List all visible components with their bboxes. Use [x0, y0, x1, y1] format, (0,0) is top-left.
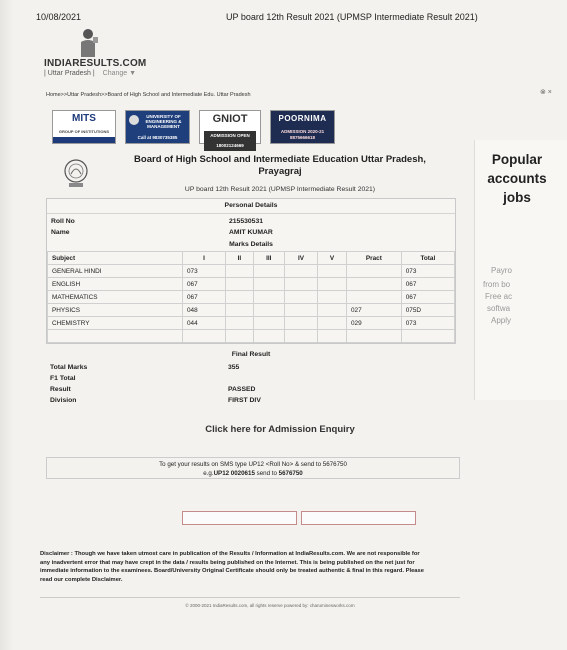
table-row: [48, 330, 455, 343]
sms-example-mid: send to: [254, 470, 279, 477]
total-cell: 067: [401, 291, 454, 304]
banner-poornima[interactable]: [270, 110, 335, 144]
subject-cell: PHYSICS: [48, 304, 183, 317]
total-cell: 073: [401, 265, 454, 278]
col-iv: IV: [284, 252, 317, 265]
mark-cell: [253, 265, 284, 278]
board-title-line-1: Board of High School and Intermediate Education Uttar Pradesh,: [134, 154, 426, 165]
uem-seal-icon: [129, 115, 139, 125]
marks-table: [47, 251, 455, 343]
mark-cell: [284, 265, 317, 278]
name-row: [47, 227, 455, 238]
input-box-left[interactable]: [182, 511, 297, 525]
ad-close-icon[interactable]: ⊗ ×: [540, 89, 552, 96]
mark-cell: [346, 265, 401, 278]
banner-gniot-title: GNIOT: [212, 113, 248, 125]
final-result-heading: Final Result: [231, 351, 271, 358]
banner-mits-sub: GROUP OF INSTITUTIONS: [58, 129, 110, 134]
mark-cell: [253, 291, 284, 304]
mark-cell: [317, 304, 346, 317]
footer-copyright: © 2000-2021 IndiaResults.com, all rights reserve powered by: charuminesworks.com: [185, 603, 355, 608]
ad-line-1: Payro: [491, 266, 512, 275]
ad-line-5: Apply: [491, 316, 512, 325]
mark-cell: [346, 291, 401, 304]
print-date: 10/08/2021: [36, 12, 82, 22]
region-selector: [44, 70, 136, 77]
mark-cell: [284, 330, 317, 343]
table-row: [48, 291, 455, 304]
result-label: Result: [50, 386, 71, 393]
mark-cell: [253, 278, 284, 291]
total-cell: 073: [401, 317, 454, 330]
roll-label: Roll No: [51, 218, 75, 225]
col-total: Total: [401, 252, 454, 265]
banner-gniot[interactable]: [199, 110, 261, 148]
total-cell: 067: [401, 278, 454, 291]
mark-cell: [226, 330, 254, 343]
mark-cell: [226, 291, 254, 304]
sms-example-code: UP12 0020615: [213, 470, 255, 477]
division-row: [46, 395, 456, 406]
mark-cell: [317, 330, 346, 343]
ad-line-3: Free ac: [485, 292, 513, 301]
subject-cell: CHEMISTRY: [48, 317, 183, 330]
mark-cell: [226, 278, 254, 291]
table-row: [48, 304, 455, 317]
name-label: Name: [51, 229, 70, 236]
mark-cell: [284, 304, 317, 317]
final-result-section: [46, 348, 456, 406]
mark-cell: 029: [346, 317, 401, 330]
mark-cell: [317, 278, 346, 291]
col-pract: Pract: [346, 252, 401, 265]
result-panel: [46, 198, 456, 344]
col-subject: Subject: [48, 252, 183, 265]
mark-cell: 073: [183, 265, 226, 278]
region-label: | Uttar Pradesh |: [44, 70, 95, 77]
banner-poornima-title: POORNIMA: [278, 114, 327, 123]
mark-cell: 067: [183, 291, 226, 304]
total-marks-value: 355: [228, 364, 240, 371]
ad-line-2: from bo: [483, 280, 511, 289]
ad-headline-3: jobs: [503, 190, 531, 205]
mark-cell: [317, 291, 346, 304]
ad-line-4: softwa: [487, 304, 511, 313]
mark-cell: [317, 317, 346, 330]
subject-cell: MATHEMATICS: [48, 291, 183, 304]
total-cell: 075D: [401, 304, 454, 317]
table-row: [48, 317, 455, 330]
footer-divider: [40, 597, 460, 598]
result-row: [46, 384, 456, 395]
mark-cell: [284, 317, 317, 330]
mark-cell: 027: [346, 304, 401, 317]
subject-cell: GENERAL HINDI: [48, 265, 183, 278]
banner-mits[interactable]: [52, 110, 116, 144]
name-value: AMIT KUMAR: [229, 229, 273, 236]
sms-line-2: [47, 469, 459, 478]
print-page-title: UP board 12th Result 2021 (UPMSP Intermediate Result 2021): [226, 12, 478, 22]
col-i: I: [183, 252, 226, 265]
division-label: Division: [50, 397, 77, 404]
personal-details-heading: Personal Details: [47, 199, 455, 214]
roll-row: [47, 216, 455, 227]
banner-mits-title: MITS: [72, 113, 96, 124]
col-v: V: [317, 252, 346, 265]
marks-header-row: [48, 252, 455, 265]
banner-uem-title: UNIVERSITY OF ENGINEERING & MANAGEMENT: [145, 114, 182, 129]
total-marks-label: Total Marks: [50, 364, 88, 371]
mark-cell: 048: [183, 304, 226, 317]
mark-cell: [226, 304, 254, 317]
mark-cell: 067: [183, 278, 226, 291]
banner-gniot-sub: ADMISSION OPEN 18002124669: [204, 131, 256, 151]
table-row: [48, 278, 455, 291]
table-row: [48, 265, 455, 278]
col-iii: III: [253, 252, 284, 265]
banner-poornima-sub: ADMISSION 2020-21 8875666618: [280, 129, 325, 140]
f1-total-row: [46, 373, 456, 384]
disclaimer-text: Disclaimer : Though we have taken utmost care in publication of the Results / Information at IndiaResults.com. We are not responsible for any inadvertent error that may have crept in the data / results being published on the Internet. This is being published on the net just for immediate information to the examinees. Board/University Original Certificate should only be treated authentic & final in this regard. Please read our complete Disclaimer.: [40, 551, 424, 583]
input-box-right[interactable]: [301, 511, 416, 525]
marks-details-heading: Marks Details: [229, 241, 273, 248]
admission-enquiry-link[interactable]: Click here for Admission Enquiry: [205, 424, 355, 435]
subject-cell: ENGLISH: [48, 278, 183, 291]
division-value: FIRST DIV: [228, 397, 261, 404]
mark-cell: [346, 330, 401, 343]
mark-cell: [253, 317, 284, 330]
mark-cell: [284, 291, 317, 304]
roll-value: 215530531: [229, 218, 264, 225]
mark-cell: [253, 330, 284, 343]
mark-cell: [226, 265, 254, 278]
mark-cell: [253, 304, 284, 317]
mark-cell: [284, 278, 317, 291]
total-cell: [401, 330, 454, 343]
board-title-line-2: Prayagraj: [258, 166, 302, 177]
logo-text: INDIARESULTS.COM: [44, 58, 147, 69]
mark-cell: 044: [183, 317, 226, 330]
logo-figure-icon: [78, 28, 98, 58]
page-edge-shadow: [0, 0, 14, 650]
up-board-emblem-icon: [63, 158, 89, 188]
sms-example-number: 5676750: [278, 470, 303, 477]
sms-example-prefix: e.g.: [203, 470, 214, 477]
sms-line-1: To get your results on SMS type UP12 <Roll No> & send to 5676750: [159, 461, 347, 468]
mark-cell: [346, 278, 401, 291]
board-title: [120, 154, 440, 178]
f1-total-label: F1 Total: [50, 375, 76, 382]
side-advertisement[interactable]: [474, 140, 567, 400]
breadcrumb[interactable]: Home>>Uttar Pradesh>>Board of High School and Intermediate Edu. Uttar Pradesh: [46, 92, 251, 98]
ad-headline-2: accounts: [487, 171, 547, 186]
col-ii: II: [226, 252, 254, 265]
change-region-link[interactable]: Change ▼: [102, 70, 137, 77]
result-subtitle: UP board 12th Result 2021 (UPMSP Intermediate Result 2021): [184, 186, 376, 193]
mark-cell: [226, 317, 254, 330]
total-marks-row: [46, 362, 456, 373]
banner-uem-sub: Call at 9830735385: [137, 135, 178, 140]
mark-cell: [183, 330, 226, 343]
banner-uem[interactable]: [125, 110, 190, 144]
ad-headline-1: Popular: [491, 152, 543, 167]
result-value: PASSED: [228, 386, 256, 393]
subject-cell: [48, 330, 183, 343]
sms-info-box: [46, 457, 460, 479]
mark-cell: [317, 265, 346, 278]
